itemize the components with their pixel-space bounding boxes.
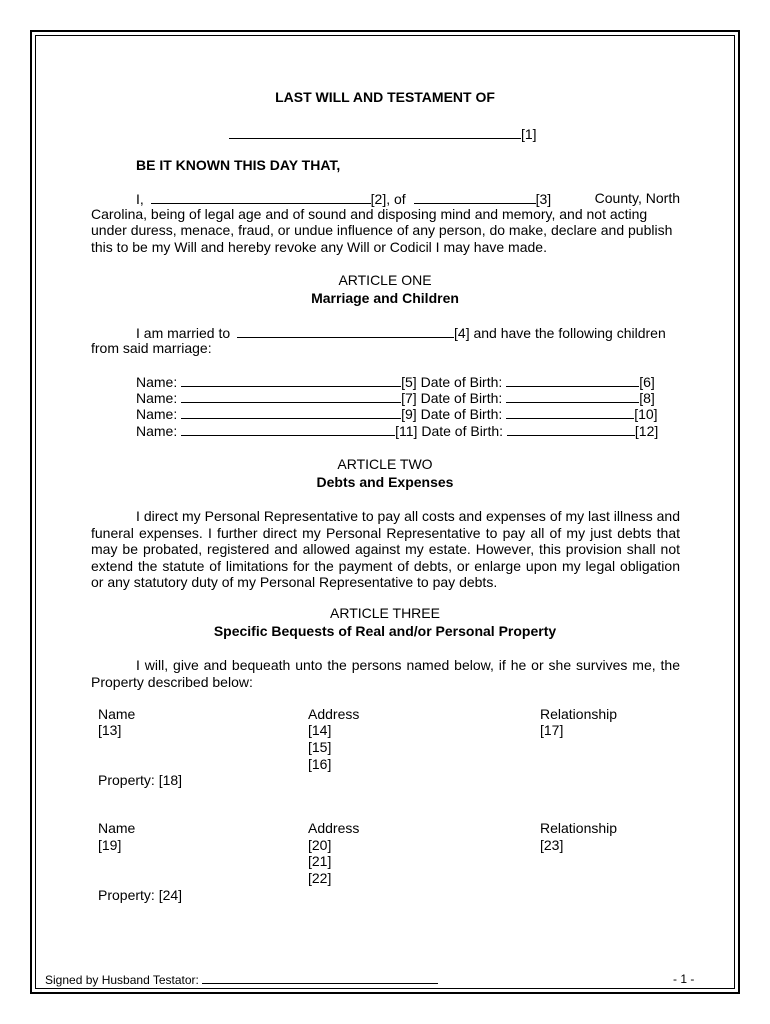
bequest-relationship-label: Relationship	[540, 820, 618, 836]
child-name-label: Name:	[136, 390, 178, 406]
document-title: LAST WILL AND TESTAMENT OF	[275, 89, 495, 105]
article-two-body	[91, 508, 680, 591]
bequest-name-label: Name	[98, 820, 136, 836]
debts-paragraph: I direct my Personal Representative to pay all costs and expenses of my last illness and funeral expenses. I further direct my Personal Representative to pay all of my just debts that may be probated, registered and allowed against my estate. However, this provision shall not extend the statute of limitations for the payment of debts, or enlarge upon my legal obligation or any statutory duty of my Personal Representative to pay debts.	[91, 508, 680, 590]
article-one-heading: ARTICLE ONE	[338, 272, 432, 288]
child-dob-blank[interactable]	[506, 373, 639, 387]
testator-blank[interactable]	[151, 190, 371, 204]
married-to-label: I am married to	[136, 325, 231, 341]
field-ref-3: [3]	[535, 191, 552, 207]
bequest-relationship-ref[interactable]: [17]	[540, 722, 564, 738]
child-dob-ref: [6]	[639, 374, 655, 390]
article-three-body	[91, 657, 680, 690]
child-dob-ref: [8]	[639, 390, 655, 406]
bequest-address-ref[interactable]: [14]	[308, 722, 332, 738]
bequest-relationship-label: Relationship	[540, 706, 618, 722]
intro-line-3: under duress, menace, fraud, or undue influence of any person, do make, declare and publish	[91, 222, 673, 238]
article-one-subheading: Marriage and Children	[311, 290, 459, 306]
county-north: County, North	[594, 190, 680, 206]
bequest-address-ref[interactable]: [15]	[308, 739, 332, 755]
bequest-property[interactable]: Property: [24]	[98, 887, 183, 903]
field-ref-4: [4] and have the following children	[454, 325, 666, 341]
bequest-name-ref[interactable]: [13]	[98, 722, 122, 738]
field-ref-1: [1]	[521, 126, 537, 142]
intro-i: I,	[136, 191, 144, 207]
bequest-address-label: Address	[308, 820, 360, 836]
article-three-heading: ARTICLE THREE	[330, 605, 440, 621]
field-ref-2: [2], of	[370, 191, 406, 207]
child-dob-ref: [10]	[634, 406, 658, 422]
child-name-blank[interactable]	[181, 422, 395, 436]
county-blank[interactable]	[414, 190, 536, 204]
bequest-address-ref[interactable]: [20]	[308, 837, 332, 853]
child-name-blank[interactable]	[181, 405, 401, 419]
bequest-address-ref[interactable]: [16]	[308, 756, 332, 772]
intro-line-2: Carolina, being of legal age and of sound and disposing mind and memory, and not acting	[91, 206, 648, 222]
child-row	[136, 422, 658, 440]
married-line	[136, 324, 680, 342]
child-dob-label: [7] Date of Birth:	[401, 390, 503, 406]
bequest-name-label: Name	[98, 706, 136, 722]
bequest-relationship-ref[interactable]: [23]	[540, 837, 564, 853]
child-dob-ref: [12]	[634, 423, 659, 439]
page-number: - 1 -	[673, 972, 695, 986]
testator-name-blank[interactable]	[229, 125, 521, 139]
child-dob-blank[interactable]	[507, 422, 635, 436]
child-name-blank[interactable]	[181, 373, 401, 387]
article-three-subheading: Specific Bequests of Real and/or Personal Property	[213, 623, 557, 639]
bequest-address-ref[interactable]: [22]	[308, 870, 332, 886]
signature-line[interactable]	[202, 972, 438, 984]
child-name-blank[interactable]	[181, 389, 401, 403]
child-dob-label: [11] Date of Birth:	[395, 423, 504, 439]
child-row	[136, 405, 658, 423]
testator-name-field[interactable]	[229, 125, 537, 143]
child-dob-label: [5] Date of Birth:	[401, 374, 503, 390]
bequest-property[interactable]: Property: [18]	[98, 772, 183, 788]
spouse-blank[interactable]	[237, 324, 454, 338]
bequest-address-ref[interactable]: [21]	[308, 853, 332, 869]
signature-footer	[45, 972, 438, 987]
intro-line-4: this to be my Will and hereby revoke any Will or Codicil I may have made.	[91, 239, 547, 255]
known-heading: BE IT KNOWN THIS DAY THAT,	[136, 157, 341, 173]
bequest-name-ref[interactable]: [19]	[98, 837, 122, 853]
bequest-address-label: Address	[308, 706, 360, 722]
bequest-paragraph: I will, give and bequeath unto the persons named below, if he or she survives me, the Property described below:	[91, 657, 680, 690]
article-two-subheading: Debts and Expenses	[316, 474, 454, 490]
article-two-heading: ARTICLE TWO	[337, 456, 433, 472]
child-dob-label: [9] Date of Birth:	[401, 406, 503, 422]
child-name-label: Name:	[136, 423, 178, 439]
child-name-label: Name:	[136, 374, 178, 390]
child-name-label: Name:	[136, 406, 178, 422]
signed-by-label: Signed by Husband Testator:	[45, 973, 199, 987]
child-dob-blank[interactable]	[506, 389, 639, 403]
from-marriage: from said marriage:	[91, 340, 212, 356]
child-dob-blank[interactable]	[506, 405, 634, 419]
